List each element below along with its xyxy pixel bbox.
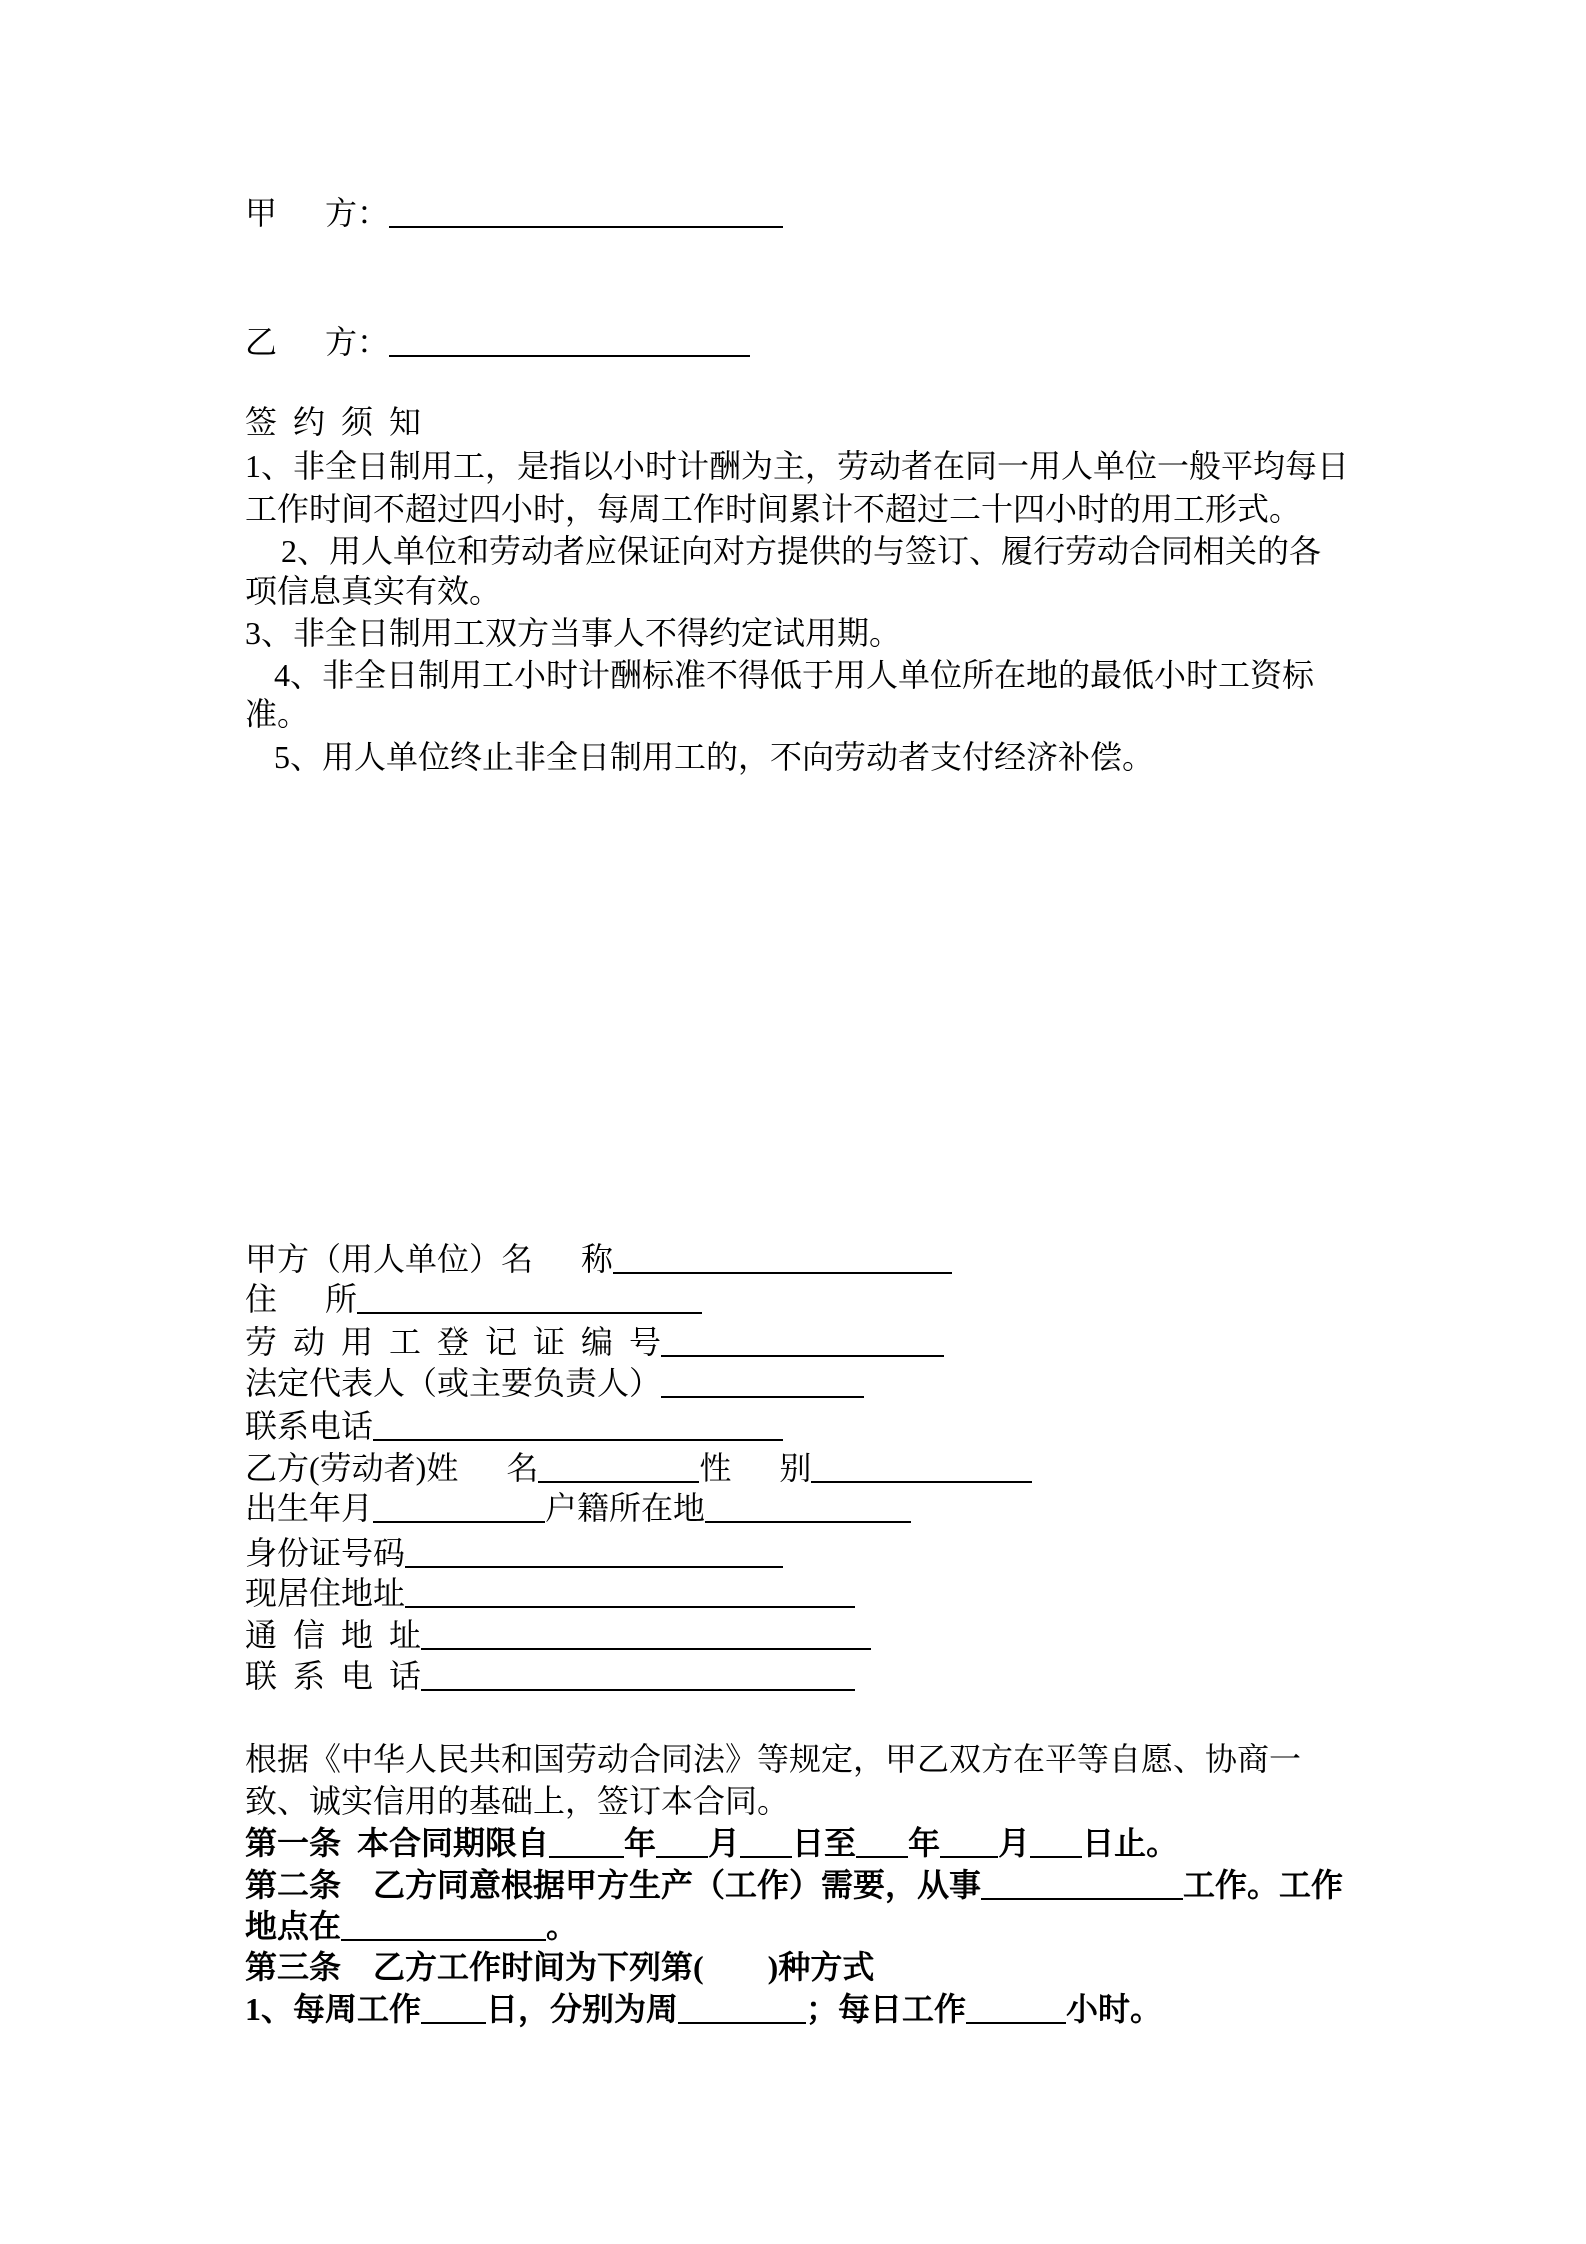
worker-name-label: 乙方(劳动者)姓 名 (245, 1450, 539, 1486)
article-2-cont-lead: 地点在 (245, 1908, 342, 1944)
notice-line: 2、用人单位和劳动者应保证向对方提供的与签订、履行劳动合同相关的各 (281, 533, 1322, 569)
start-month-blank (656, 1856, 708, 1858)
article-1-text: 日至 (792, 1825, 857, 1861)
article-2-continued (245, 1905, 578, 1947)
notice-line: 工作时间不超过四小时，每周工作时间累计不超过二十四小时的用工形式。 (245, 491, 1302, 527)
party-b-line (245, 321, 750, 363)
option-1-text: ；每日工作 (806, 1991, 967, 2027)
worker-phone-label: 联 系 电 话 (245, 1658, 422, 1694)
article-2-tail: 工作。工作 (1183, 1867, 1344, 1903)
end-year-blank (856, 1856, 908, 1858)
employer-name-row (245, 1238, 952, 1280)
party-b-blank (389, 355, 750, 357)
worker-phone-row (245, 1655, 855, 1697)
employer-phone-label: 联系电话 (245, 1408, 374, 1444)
address-label: 住 所 (245, 1281, 358, 1317)
employer-phone-blank (373, 1439, 783, 1441)
residence-blank (405, 1606, 855, 1608)
worker-name-row (245, 1447, 1032, 1489)
notice-title: 签 约 须 知 (245, 404, 422, 440)
article-2-lead: 第二条 乙方同意根据甲方生产（工作）需要，从事 (245, 1867, 982, 1903)
address-blank (357, 1312, 702, 1314)
option-1-text: 小时。 (1066, 1991, 1163, 2027)
days-per-week-blank (421, 2022, 486, 2024)
preamble-line: 致、诚实信用的基础上，签订本合同。 (245, 1783, 790, 1819)
article-1-text: 年 (624, 1825, 657, 1861)
notice-line: 5、用人单位终止非全日制用工的，不向劳动者支付经济补偿。 (274, 739, 1155, 775)
birth-label: 出生年月 (245, 1490, 374, 1526)
birth-row (245, 1487, 911, 1529)
article-1-text: 年 (908, 1825, 941, 1861)
option-1-lead: 1、每周工作 (245, 1991, 422, 2027)
address-row (245, 1278, 702, 1320)
id-number-blank (405, 1566, 783, 1568)
worker-name-blank (538, 1481, 699, 1483)
notice-line: 项信息真实有效。 (245, 573, 502, 609)
hukou-label: 户籍所在地 (545, 1490, 706, 1526)
article-1 (245, 1822, 1178, 1864)
party-a-label: 甲 方： (245, 195, 390, 231)
registration-blank (661, 1355, 944, 1357)
hukou-blank (705, 1521, 911, 1523)
hours-per-day-blank (966, 2022, 1066, 2024)
party-b-label: 乙 方： (245, 324, 390, 360)
id-number-row (245, 1532, 783, 1574)
legal-rep-label: 法定代表人（或主要负责人） (245, 1365, 662, 1401)
article-2 (245, 1864, 1343, 1906)
gender-label: 性 别 (699, 1450, 812, 1486)
article-1-lead: 第一条 本合同期限自 (245, 1825, 550, 1861)
party-a-line (245, 192, 783, 234)
article-1-text: 月 (708, 1825, 741, 1861)
employer-phone-row (245, 1405, 783, 1447)
mailing-address-row (245, 1614, 871, 1656)
article-1-text: 月 (998, 1825, 1031, 1861)
preamble-line: 根据《中华人民共和国劳动合同法》等规定，甲乙双方在平等自愿、协商一 (245, 1741, 1302, 1777)
start-day-blank (740, 1856, 792, 1858)
option-1-text: 日，分别为周 (486, 1991, 679, 2027)
gender-blank (811, 1481, 1032, 1483)
mailing-address-blank (421, 1648, 871, 1650)
workplace-blank (341, 1939, 546, 1941)
residence-row (245, 1572, 855, 1614)
notice-line: 3、非全日制用工双方当事人不得约定试用期。 (245, 615, 902, 651)
legal-rep-row (245, 1362, 864, 1404)
notice-line: 1、非全日制用工，是指以小时计酬为主，劳动者在同一用人单位一般平均每日 (245, 448, 1350, 484)
mailing-address-label: 通 信 地 址 (245, 1617, 422, 1653)
end-day-blank (1030, 1856, 1082, 1858)
residence-label: 现居住地址 (245, 1575, 406, 1611)
start-year-blank (549, 1856, 624, 1858)
article-1-text: 日止。 (1082, 1825, 1179, 1861)
registration-row (245, 1321, 944, 1363)
notice-line: 4、非全日制用工小时计酬标准不得低于用人单位所在地的最低小时工资标 (274, 657, 1315, 693)
id-number-label: 身份证号码 (245, 1535, 406, 1571)
job-blank (981, 1898, 1183, 1900)
legal-rep-blank (661, 1396, 864, 1398)
article-2-cont-tail: 。 (546, 1908, 579, 1944)
registration-label: 劳 动 用 工 登 记 证 编 号 (245, 1324, 662, 1360)
article-3: 第三条 乙方工作时间为下列第( )种方式 (245, 1949, 875, 1985)
work-time-option-1 (245, 1988, 1162, 2030)
worker-phone-blank (421, 1689, 855, 1691)
weekdays-blank (678, 2022, 806, 2024)
end-month-blank (940, 1856, 998, 1858)
birth-blank (373, 1521, 545, 1523)
notice-line: 准。 (245, 696, 310, 732)
employer-name-label: 甲方（用人单位）名 称 (245, 1241, 614, 1277)
party-a-blank (389, 226, 783, 228)
employer-name-blank (613, 1272, 952, 1274)
